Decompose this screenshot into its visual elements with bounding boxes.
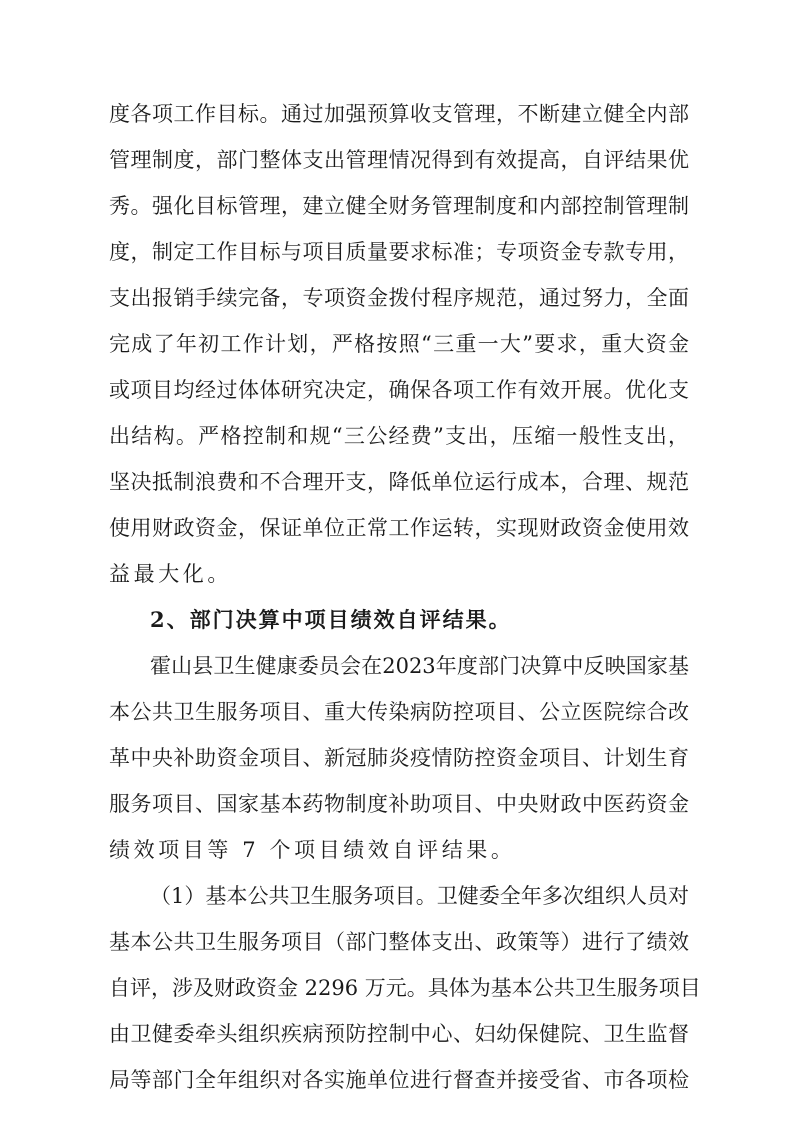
body-line-10: 使用财政资金，保证单位正常工作运转，实现财政资金使用效 (109, 516, 689, 540)
body-line-20: 自评，涉及财政资金 2296 万元。具体为基本公共卫生服务项目 (109, 976, 701, 1000)
body-line-21: 由卫健委牵头组织疾病预防控制中心、妇幼保健院、卫生监督 (109, 1022, 689, 1046)
body-line-19: 基本公共卫生服务项目（部门整体支出、政策等）进行了绩效 (109, 930, 689, 954)
body-line-7: 或项目均经过体体研究决定，确保各项工作有效开展。优化支 (109, 378, 689, 402)
body-line-9: 坚决抵制浪费和不合理开支，降低单位运行成本，合理、规范 (109, 470, 689, 494)
body-line-13: 霍山县卫生健康委员会在2023年度部门决算中反映国家基 (150, 654, 689, 678)
body-line-14: 本公共卫生服务项目、重大传染病防控项目、公立医院综合改 (109, 700, 689, 724)
body-line-3: 秀。强化目标管理，建立健全财务管理制度和内部控制管理制 (109, 194, 689, 218)
body-line-4: 度，制定工作目标与项目质量要求标准；专项资金专款专用， (109, 240, 689, 264)
body-line-2: 管理制度，部门整体支出管理情况得到有效提高，自评结果优 (109, 148, 689, 172)
body-line-22: 局等部门全年组织对各实施单位进行督查并接受省、市各项检 (109, 1068, 689, 1092)
body-line-18: （1）基本公共卫生服务项目。卫健委全年多次组织人员对 (150, 884, 689, 908)
body-line-6: 完成了年初工作计划，严格按照“三重一大”要求，重大资金 (109, 332, 689, 356)
body-line-5: 支出报销手续完备，专项资金拨付程序规范，通过努力，全面 (109, 286, 689, 310)
section-heading: 2、部门决算中项目绩效自评结果。 (150, 607, 512, 632)
body-line-17: 绩效项目等 7 个项目绩效自评结果。 (109, 838, 516, 862)
body-line-8: 出结构。严格控制和规“三公经费”支出，压缩一般性支出， (109, 424, 689, 448)
body-line-1: 度各项工作目标。通过加强预算收支管理，不断建立健全内部 (109, 102, 689, 126)
body-line-16: 服务项目、国家基本药物制度补助项目、中央财政中医药资金 (109, 792, 689, 816)
body-line-11: 益最大化。 (109, 562, 232, 586)
body-line-15: 革中央补助资金项目、新冠肺炎疫情防控资金项目、计划生育 (109, 746, 689, 770)
